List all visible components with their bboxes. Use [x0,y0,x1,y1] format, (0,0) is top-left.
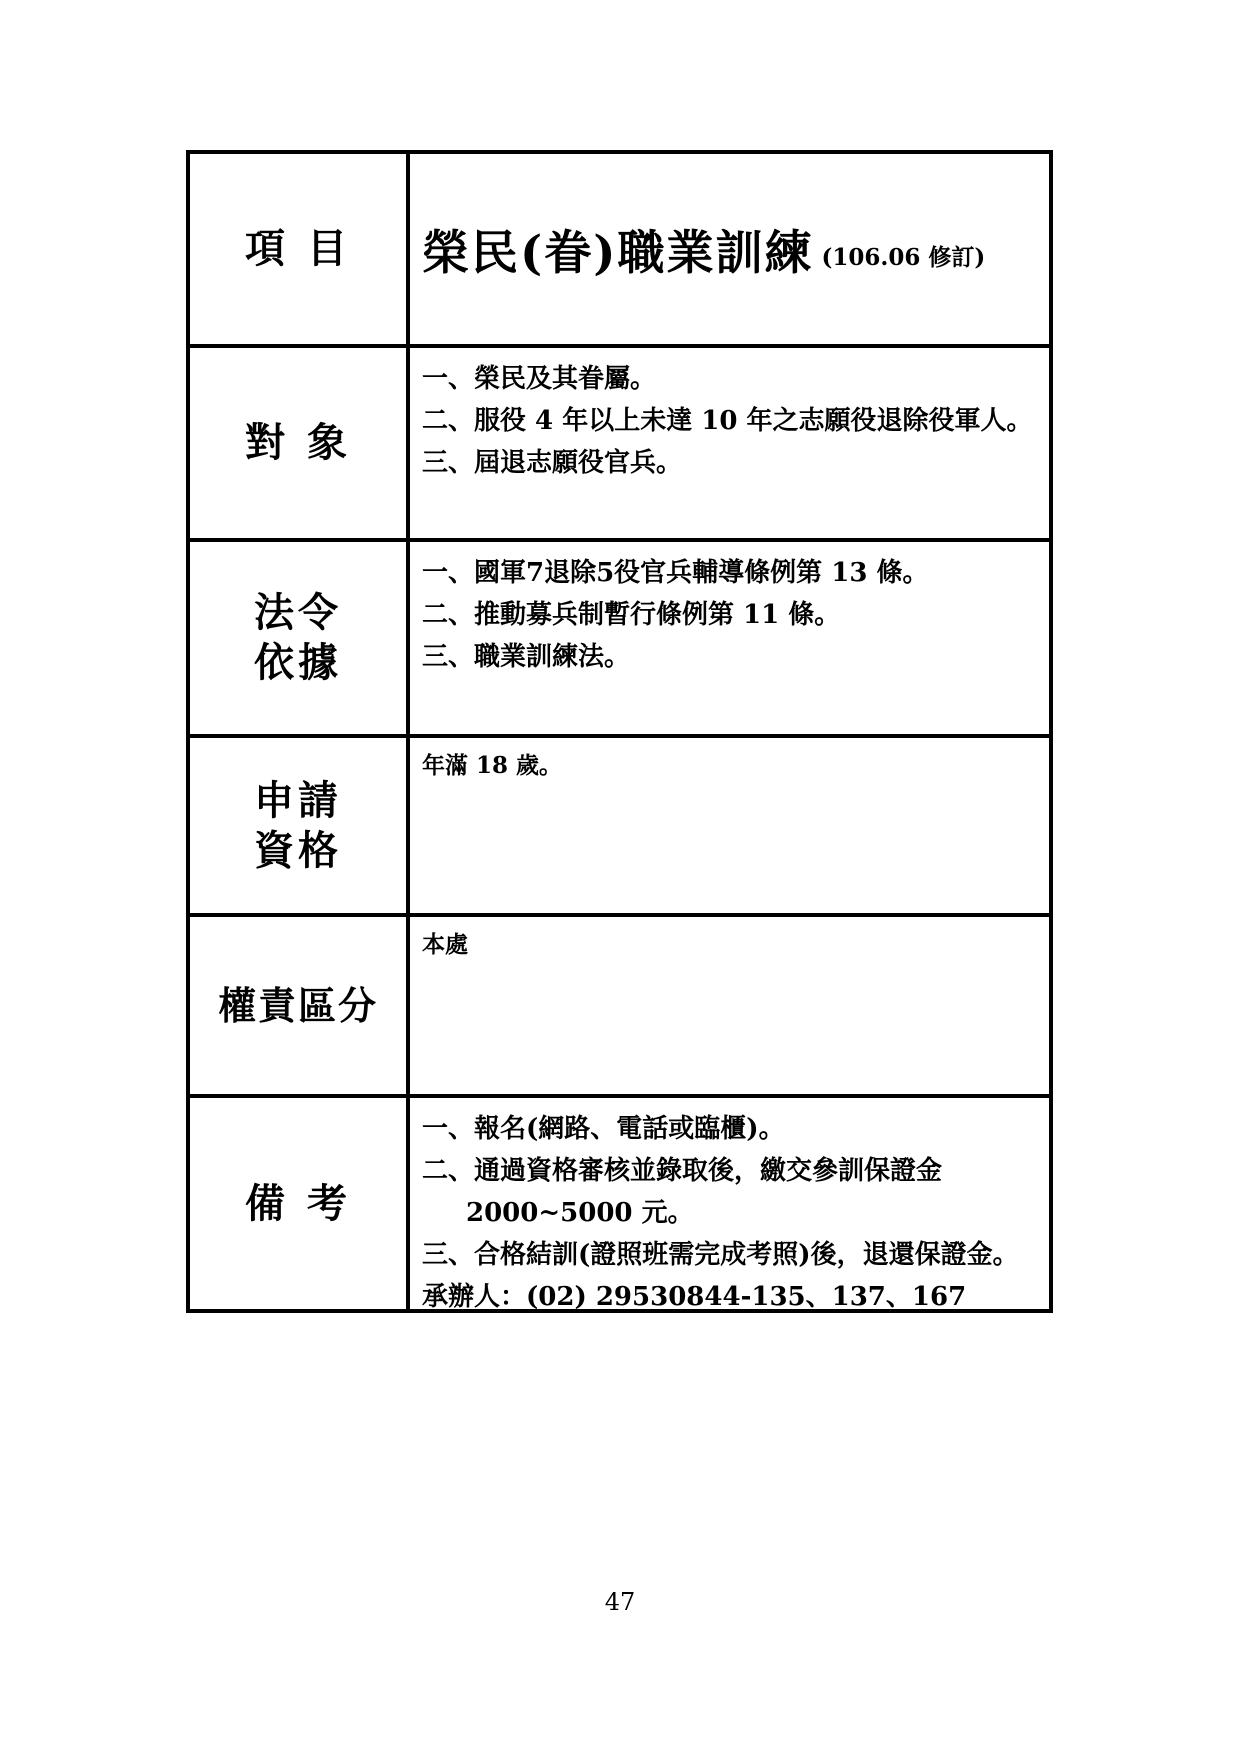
page-number: 47 [604,1588,636,1616]
legal-label-cell [190,542,410,734]
legal-line: 二、推動募兵制暫行條例第 11 條。 [422,600,841,630]
target-label: 對 象 [245,419,351,466]
remarks-label: 備 考 [245,1179,351,1227]
legal-line: 一、國軍7退除5役官兵輔導條例第 13 條。 [422,558,929,588]
eligibility-label-cell [190,738,410,913]
legal-content-cell [410,542,1049,734]
table-row-legal [190,542,1049,738]
contact-line: 承辦人：(02) 29530844-135、137、167 [422,1282,967,1312]
target-line: 一、榮民及其眷屬。 [422,364,657,394]
table-row-remarks [190,1098,1049,1312]
responsibility-label: 權責區分 [217,982,378,1028]
legal-line: 三、職業訓練法。 [422,642,631,672]
eligibility-content-cell [410,738,1049,913]
table-row-item [190,154,1049,348]
item-label-cell [190,154,410,344]
remarks-line: 二、通過資格審核並錄取後，繳交參訓保證金 [422,1156,943,1186]
info-table [186,150,1053,1313]
remarks-line: 三、合格結訓(證照班需完成考照)後，退還保證金。 [422,1240,1019,1270]
remarks-line: 2000~5000 元。 [466,1198,694,1228]
legal-label: 依據 [254,639,342,686]
revision-note: (106.06 修訂) [821,243,986,271]
target-line: 二、服役 4 年以上未達 10 年之志願役退除役軍人。 [422,406,1033,436]
item-label: 項 目 [245,225,351,272]
table-row-responsibility [190,917,1049,1098]
eligibility-label: 資格 [254,826,342,874]
responsibility-content-cell [410,917,1049,1094]
target-line: 三、屆退志願役官兵。 [422,448,683,478]
eligibility-label: 申請 [254,776,342,824]
item-content-cell [410,154,1049,344]
legal-label: 法令 [254,589,342,636]
remarks-line: 一、報名(網路、電話或臨櫃)。 [422,1114,785,1144]
eligibility-line: 年滿 18 歲。 [422,752,563,779]
table-row-eligibility [190,738,1049,917]
table-row-target [190,348,1049,542]
target-content-cell [410,348,1049,538]
program-title: 榮民(眷)職業訓練 [422,225,814,281]
responsibility-line: 本處 [422,931,468,958]
target-label-cell [190,348,410,538]
remarks-content-cell [410,1098,1049,1312]
remarks-label-cell [190,1098,410,1309]
responsibility-label-cell [190,917,410,1094]
